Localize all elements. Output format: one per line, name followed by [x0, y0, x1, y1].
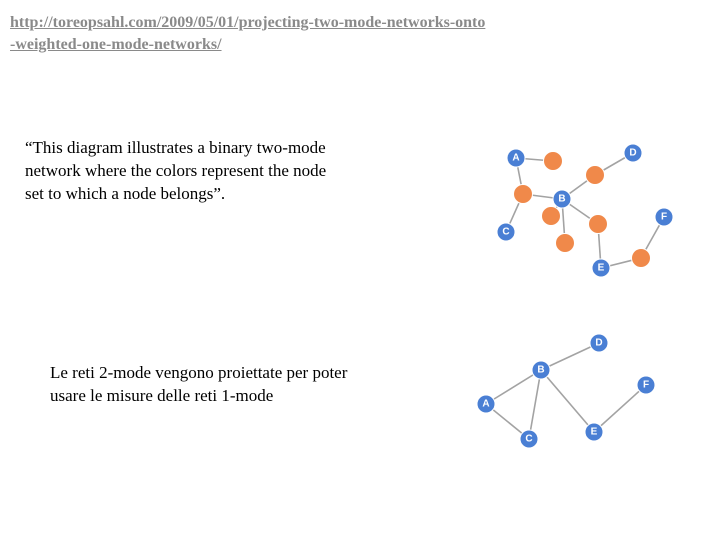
edge-e-f: [594, 385, 646, 432]
two-mode-node-c: [497, 223, 515, 241]
node-label: B: [537, 364, 545, 376]
node-label: C: [502, 226, 510, 238]
projection-note: Le reti 2-mode vengono proiettate per poter usare le misure delle reti 1-mode: [50, 363, 348, 405]
secondary-node: [514, 185, 533, 204]
secondary-node: [544, 152, 563, 171]
secondary-node: [632, 249, 651, 268]
node-label: E: [597, 262, 605, 274]
two-mode-node-f: [655, 208, 673, 226]
secondary-node: [586, 166, 605, 185]
two-mode-network: [497, 144, 673, 277]
edge-a-b: [486, 370, 541, 404]
secondary-node: [556, 234, 575, 253]
one-mode-node-e: [585, 423, 603, 441]
two-mode-node-b: [553, 190, 571, 208]
node-label: B: [558, 193, 566, 205]
secondary-node: [542, 207, 561, 226]
one-mode-network: [477, 334, 655, 448]
node-label: D: [595, 337, 603, 349]
two-mode-node-e: [592, 259, 610, 277]
node-label: A: [482, 398, 490, 410]
edge-b-c: [529, 370, 541, 439]
one-mode-edges: [486, 343, 646, 439]
node-label: D: [629, 147, 637, 159]
one-mode-node-a: [477, 395, 495, 413]
one-mode-node-d: [590, 334, 608, 352]
one-mode-node-b: [532, 361, 550, 379]
one-mode-node-f: [637, 376, 655, 394]
edge-b-d: [541, 343, 599, 370]
node-label: F: [660, 211, 668, 223]
node-label: C: [525, 433, 533, 445]
edge-b-e: [541, 370, 594, 432]
node-label: F: [642, 379, 650, 391]
secondary-node: [589, 215, 608, 234]
two-mode-node-d: [624, 144, 642, 162]
source-link[interactable]: http://toreopsahl.com/2009/05/01/projecting-two-mode-networks-onto-weighted-one-mode-networks/: [10, 14, 486, 53]
node-label: E: [590, 426, 598, 438]
one-mode-nodes: [477, 334, 655, 448]
two-mode-node-a: [507, 149, 525, 167]
one-mode-node-c: [520, 430, 538, 448]
two-mode-secondary-nodes: [514, 152, 651, 268]
node-label: A: [512, 152, 520, 164]
diagram-quote: “This diagram illustrates a binary two-mode network where the colors represent the node set to which a node belongs”.: [25, 138, 327, 203]
